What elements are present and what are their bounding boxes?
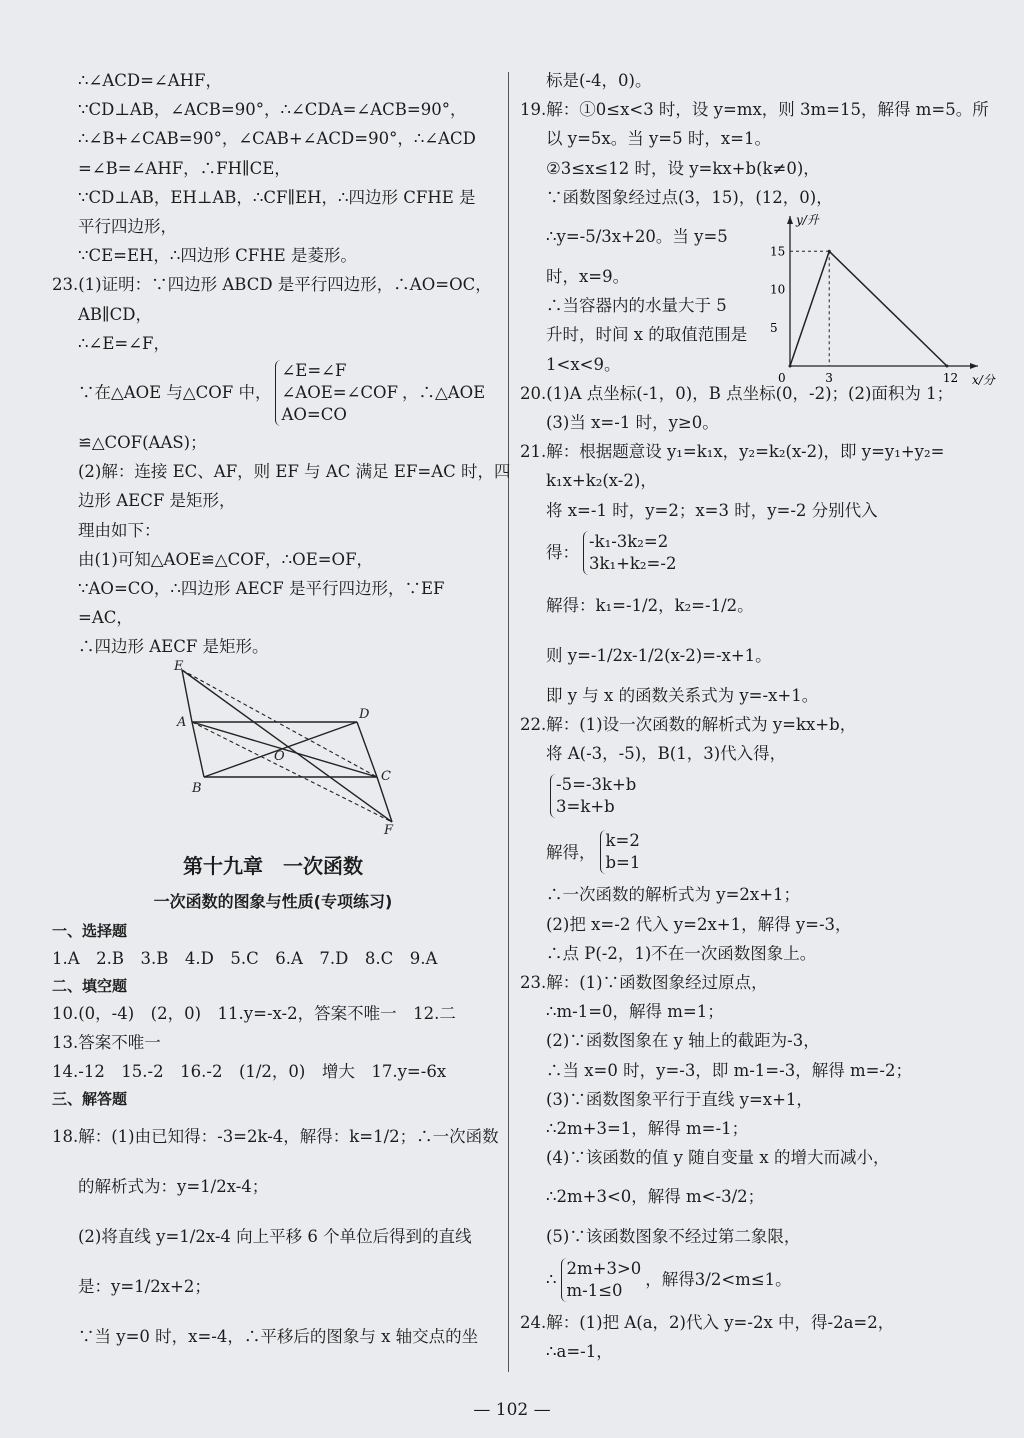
q22-system-line: [520, 768, 970, 824]
section-subhead: 一次函数的图象与性质(专项练习): [153, 891, 393, 911]
text-line: ∴点 P(-2，1)不在一次函数图象上。: [546, 943, 817, 963]
question-20-line: 20.(1)A 点坐标(-1，0)，B 点坐标(0，-2)；(2)面积为 1；: [520, 383, 954, 403]
text-line: 则 y=-1/2x-1/2(x-2)=-x+1。: [546, 645, 772, 665]
text-line: ∴a=-1，: [546, 1341, 613, 1361]
x-axis-arrow: [970, 363, 978, 369]
q23-system: [561, 1258, 642, 1302]
text-line: 升时，时间 x 的取值范围是: [546, 325, 748, 345]
text-line: ∵函数图象经过点(3，15)，(12，0)，: [546, 187, 833, 207]
text-line: ∴一次函数的解析式为 y=2x+1；: [546, 885, 801, 905]
system-tail: ，解得3/2<m≤1。: [645, 1270, 792, 1290]
answer-line: 14.-12 15.-2 16.-2 (1/2，0) 增大 17.y=-6x: [52, 1062, 447, 1082]
system-eq: m-1≤0: [566, 1280, 623, 1300]
text-line: ∴∠E=∠F，: [78, 333, 170, 353]
brace-eq: ∠E=∠F: [281, 361, 347, 381]
answer-line: 1.A 2.B 3.B 4.D 5.C 6.A 7.D 8.C 9.A: [52, 948, 438, 968]
text-line: 是：y=1/2x+2；: [78, 1277, 211, 1297]
segment-ef: [182, 670, 392, 822]
text-line: 将 A(-3，-5)，B(1，3)代入得，: [546, 744, 787, 764]
y-tick-label: 15: [770, 244, 786, 259]
label-f: F: [384, 822, 394, 838]
text-line: ∵AO=CO，∴四边形 AECF 是平行四边形，∵EF: [78, 579, 445, 599]
system-eq: 2m+3>0: [566, 1258, 642, 1278]
text-line: 边形 AECF 是矩形，: [78, 491, 236, 511]
text-line: ∴2m+3=1，解得 m=-1；: [546, 1119, 749, 1139]
text-line: (3)∵函数图象平行于直线 y=x+1，: [546, 1089, 813, 1109]
answer-line: 13.答案不唯一: [52, 1033, 161, 1053]
page-number: — 102 —: [473, 1400, 551, 1420]
text-line: 即 y 与 x 的函数关系式为 y=-x+1。: [546, 685, 819, 705]
text-line: ∵CD⊥AB，∠ACB=90°，∴∠CDA=∠ACB=90°，: [78, 100, 467, 120]
question-23-line: 23.(1)证明：∵四边形 ABCD 是平行四边形，∴AO=OC，: [52, 275, 492, 295]
text-line: (2)解：连接 EC、AF，则 EF 与 AC 满足 EF=AC 时，四: [78, 462, 511, 482]
text-line: ∵CE=EH，∴四边形 CFHE 是菱形。: [78, 246, 357, 266]
data-point: [789, 365, 792, 368]
solution-eq: k=2: [605, 831, 640, 851]
text-line: ∵当 y=0 时，x=-4，∴平移后的图象与 x 轴交点的坐: [78, 1327, 479, 1347]
text-line: 以 y=5x。当 y=5 时，x=1。: [546, 129, 771, 149]
solution-prefix: 解得，: [546, 842, 596, 862]
section-heading: 三、解答题: [52, 1090, 128, 1109]
text-line: 由(1)可知△AOE≌△COF，∴OE=OF，: [78, 549, 374, 569]
x-tick-label: 12: [942, 371, 959, 385]
x-tick-label: 0: [778, 371, 786, 385]
chart-svg: [766, 213, 995, 387]
system-eq: -k₁-3k₂=2: [589, 531, 669, 551]
section-heading: 一、选择题: [52, 921, 128, 940]
right-column: [520, 66, 995, 1366]
brace-eq: ∠AOE=∠COF: [281, 383, 399, 403]
chapter-title: 第十九章 一次函数: [183, 853, 363, 878]
text-line: 时，x=9。: [546, 267, 630, 287]
left-column: [52, 66, 511, 1362]
text-line: 理由如下：: [78, 520, 161, 540]
segment-ab: [192, 722, 204, 777]
system-prefix: 得：: [546, 543, 579, 563]
text-line: 将 x=-1 时，y=2；x=3 时，y=-2 分别代入: [546, 500, 878, 520]
label-d: D: [359, 706, 370, 722]
q22-system: [550, 774, 636, 818]
water-volume-chart: [766, 213, 995, 387]
question-22-line: 22.解：(1)设一次函数的解析式为 y=kx+b，: [520, 715, 857, 735]
text-line: ∴m-1=0，解得 m=1；: [546, 1002, 724, 1022]
question-24-line: 24.解：(1)把 A(a，2)代入 y=-2x 中，得-2a=2，: [520, 1312, 895, 1332]
section-heading: 二、填空题: [52, 976, 128, 995]
text-line: (2)把 x=-2 代入 y=2x+1，解得 y=-3，: [546, 914, 852, 934]
text-line: 平行四边形，: [78, 217, 177, 237]
brace-intro: ∵在△AOE 与△COF 中，: [78, 383, 272, 403]
text-line: (3)当 x=-1 时，y≥0。: [546, 413, 719, 433]
q21-system-line: [520, 525, 970, 581]
q22-solution-line: [520, 824, 970, 880]
column-divider: [508, 72, 509, 1372]
q21-system: [583, 531, 676, 575]
label-c: C: [381, 768, 391, 784]
data-point: [945, 365, 948, 368]
system-eq: 3k₁+k₂=-2: [589, 553, 677, 573]
system-eq: -5=-3k+b: [556, 775, 637, 795]
label-e: E: [174, 658, 184, 674]
label-b: B: [192, 780, 202, 796]
text-line: ∴当容器内的水量大于 5: [546, 296, 727, 316]
text-line: ∴当 x=0 时，y=-3，即 m-1=-3，解得 m=-2；: [546, 1060, 912, 1080]
text-line: 解得：k₁=-1/2，k₂=-1/2。: [546, 595, 754, 615]
system-eq: 3=k+b: [556, 797, 615, 817]
text-line: ∴2m+3<0，解得 m<-3/2；: [546, 1187, 765, 1207]
text-line: ≌△COF(AAS)；: [78, 433, 207, 453]
brace-eq: AO=CO: [281, 405, 347, 425]
text-line: (5)∵该函数图象不经过第二象限，: [546, 1227, 801, 1247]
parallelogram-svg: [122, 658, 422, 838]
question-19-line: 19.解：①0≤x<3 时，设 y=mx，则 3m=15，解得 m=5。所: [520, 100, 989, 120]
q22-solution: [600, 830, 641, 874]
label-o: O: [274, 748, 285, 764]
question-21-line: 21.解：根据题意设 y₁=k₁x，y₂=k₂(x-2)，即 y=y₁+y₂=: [520, 442, 945, 462]
brace-system: [275, 360, 398, 426]
x-axis-label: x/分: [972, 373, 995, 387]
text-line: ∴四边形 AECF 是矩形。: [78, 637, 269, 657]
text-line: ∴∠ACD=∠AHF，: [78, 71, 222, 90]
x-tick-label: 3: [825, 371, 833, 385]
y-tick-label: 10: [770, 282, 786, 297]
text-line: =∠B=∠AHF，∴FH∥CE，: [78, 158, 291, 178]
text-line: (2)将直线 y=1/2x-4 向上平移 6 个单位后得到的直线: [78, 1227, 472, 1247]
y-tick-label: 5: [770, 320, 778, 335]
text-line: =AC，: [78, 608, 133, 628]
question-23-line: 23.解：(1)∵函数图象经过原点，: [520, 973, 768, 993]
text-line: AB∥CD，: [78, 304, 153, 324]
text-line: ∴∠B+∠CAB=90°，∠CAB+∠ACD=90°，∴∠ACD: [78, 129, 476, 149]
text-line: (4)∵该函数的值 y 随自变量 x 的增大而减小，: [546, 1148, 890, 1168]
text-line: ∵CD⊥AB，EH⊥AB，∴CF∥EH，∴四边形 CFHE 是: [78, 187, 476, 207]
text-line: ∴y=-5/3x+20。当 y=5: [546, 227, 728, 247]
y-axis-arrow: [787, 216, 793, 224]
text-line: 的解析式为：y=1/2x-4；: [78, 1177, 269, 1197]
text-line: ②3≤x≤12 时，设 y=kx+b(k≠0)，: [546, 158, 820, 178]
text-line: (2)∵函数图象在 y 轴上的截距为-3，: [546, 1031, 820, 1051]
label-a: A: [177, 714, 187, 730]
solution-eq: b=1: [605, 853, 641, 873]
text-line: 标是(-4，0)。: [546, 71, 652, 90]
brace-tail: ，∴△AOE: [402, 383, 486, 403]
brace-system-line: [52, 358, 494, 428]
segment-dc: [357, 722, 377, 777]
question-18-line: 18.解：(1)由已知得：-3=2k-4，解得：k=1/2；∴一次函数: [52, 1127, 499, 1147]
parallelogram-figure: [122, 658, 422, 838]
text-line: k₁x+k₂(x-2)，: [546, 471, 657, 491]
q23-system-line: ∴ 2m+3>0 m-1≤0 ，解得3/2<m≤1。: [546, 1258, 792, 1300]
answer-line: 10.(0，-4) (2，0) 11.y=-x-2，答案不唯一 12.二: [52, 1003, 456, 1023]
y-axis-label: y/升: [796, 213, 819, 227]
text-line: 1<x<9。: [546, 354, 621, 374]
series-line: [790, 251, 947, 366]
